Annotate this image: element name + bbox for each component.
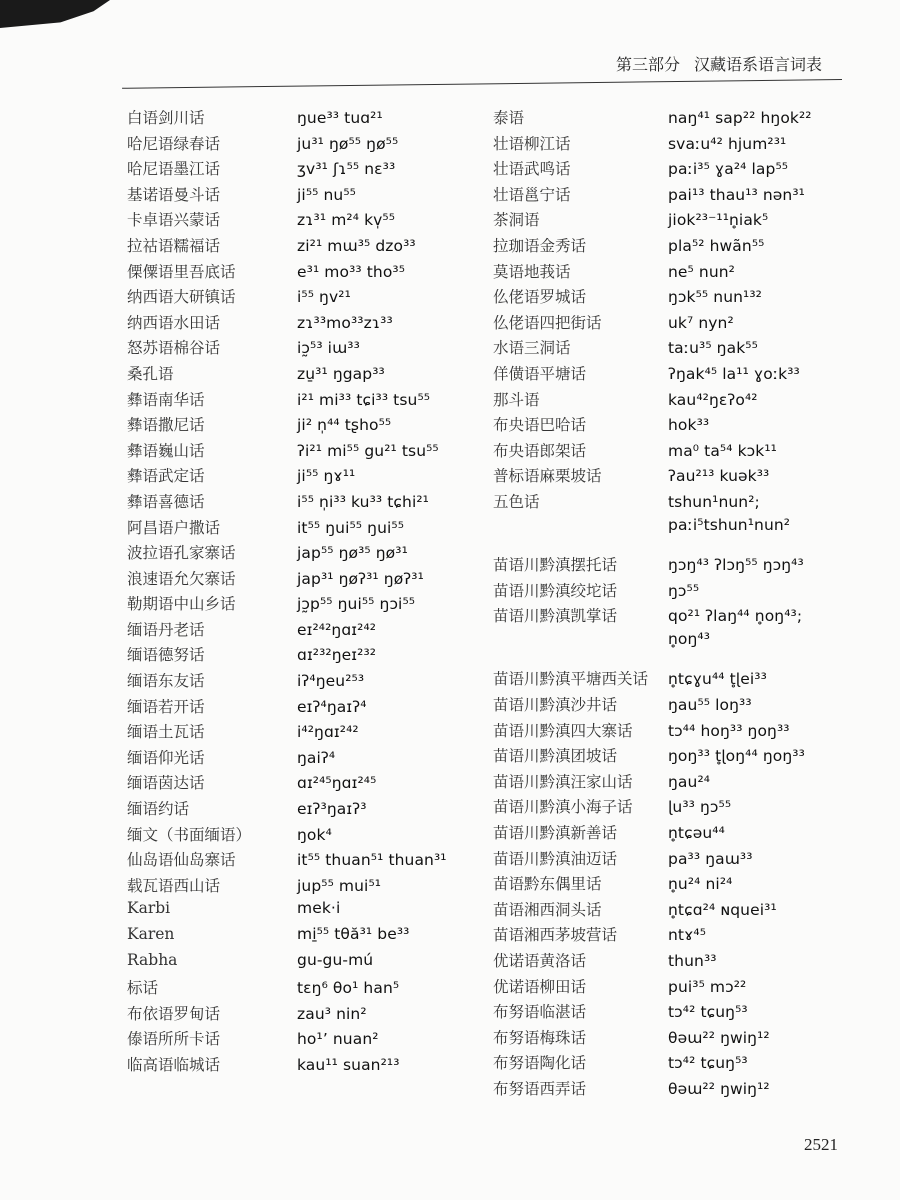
language-name: 彝语巍山话 xyxy=(127,441,205,460)
group-gap xyxy=(493,655,868,667)
ipa-transcription: paːi⁵tshun¹nun² xyxy=(668,515,791,534)
ipa-transcription: qo²¹ ʔlaŋ⁴⁴ n̥oŋ⁴³; xyxy=(668,607,803,626)
language-name: 基诺语曼斗话 xyxy=(127,185,221,204)
ipa-transcription: kau⁴²ŋɛʔo⁴² xyxy=(668,390,758,409)
language-name: 苗语川黔滇油迈话 xyxy=(493,849,618,868)
word-entry xyxy=(127,976,492,1002)
word-entry xyxy=(493,285,868,311)
page-number: 2521 xyxy=(804,1135,838,1154)
ipa-transcription: taːu³⁵ ŋak⁵⁵ xyxy=(668,339,758,358)
ipa-transcription: thun³³ xyxy=(668,952,717,970)
language-name: 苗语川黔滇摆托话 xyxy=(493,556,618,575)
right-column xyxy=(493,106,868,1103)
language-name: 浪速语允欠寨话 xyxy=(127,569,236,588)
word-entry xyxy=(127,643,492,669)
language-name: 苗语川黔滇沙井话 xyxy=(493,696,618,715)
word-entry xyxy=(127,618,492,644)
language-name: 苗语黔东偶里话 xyxy=(493,875,602,894)
language-name: 茶洞语 xyxy=(493,211,540,230)
language-name: 拉珈语金秀话 xyxy=(493,236,587,255)
ipa-transcription: ʔi²¹ mi⁵⁵ gu²¹ tsu⁵⁵ xyxy=(297,441,439,460)
word-entry xyxy=(127,541,492,567)
language-name: 缅语土瓦话 xyxy=(127,723,205,742)
language-name: 纳西语水田话 xyxy=(127,313,221,332)
language-name: 怒苏语棉谷话 xyxy=(127,339,221,358)
ipa-transcription: hok³³ xyxy=(668,416,710,435)
word-entry xyxy=(127,336,492,362)
language-name: 苗语川黔滇绞坨话 xyxy=(493,581,618,600)
language-name: 标话 xyxy=(127,979,159,998)
ipa-transcription: ji² n̩⁴⁴ tʂho⁵⁵ xyxy=(297,416,392,435)
word-entry xyxy=(127,797,492,823)
word-entry xyxy=(127,234,492,260)
word-entry xyxy=(493,770,868,796)
language-name: 彝语撒尼话 xyxy=(127,416,205,435)
ipa-transcription: ŋau²⁴ xyxy=(668,772,711,791)
group-gap xyxy=(493,541,868,553)
ipa-transcription: tɔ⁴⁴ hoŋ³³ ŋoŋ³³ xyxy=(668,721,790,740)
ipa-transcription: ŋau⁵⁵ loŋ³³ xyxy=(668,696,752,715)
word-entry xyxy=(127,388,492,414)
ipa-transcription: ŋɔ⁵⁵ xyxy=(668,581,700,600)
ipa-transcription: jap³¹ ŋøʔ³¹ ŋøʔ³¹ xyxy=(297,569,424,588)
word-entry xyxy=(127,951,492,977)
language-name: 苗语湘西洞头话 xyxy=(493,900,602,919)
word-entry xyxy=(493,106,868,132)
right-column-miao-group-1 xyxy=(493,553,868,655)
running-header xyxy=(616,52,822,75)
language-name: 拉祜语糯福话 xyxy=(127,236,221,255)
language-name: 缅语若开话 xyxy=(127,697,205,716)
word-entry xyxy=(493,1077,868,1103)
language-name: Karen xyxy=(127,925,175,943)
language-name: 泰语 xyxy=(493,109,525,127)
language-name: 优诺语黄洛话 xyxy=(493,952,587,970)
ipa-transcription: jup⁵⁵ mui⁵¹ xyxy=(297,876,382,895)
ipa-transcription: zu̱³¹ ŋgap³³ xyxy=(297,364,385,383)
word-entry xyxy=(127,874,492,900)
word-entry xyxy=(127,464,492,490)
ipa-transcription: ne⁵ nun² xyxy=(668,262,735,281)
word-entry xyxy=(493,132,868,158)
ipa-transcription: tɔ⁴² tɕuŋ⁵³ xyxy=(668,1054,748,1073)
ipa-transcription: pai¹³ thau¹³ nən³¹ xyxy=(668,185,805,204)
language-name: 彝语喜德话 xyxy=(127,492,205,511)
ipa-transcription: pla⁵² hwãn⁵⁵ xyxy=(668,236,765,255)
word-entry xyxy=(493,516,868,542)
ipa-transcription: ŋok⁴ xyxy=(297,825,332,844)
ipa-transcription: jiok²³⁻¹¹n̥iak⁵ xyxy=(668,211,769,230)
word-entry xyxy=(127,746,492,772)
ipa-transcription: ntɤ⁴⁵ xyxy=(668,926,707,945)
ipa-transcription: eɪʔ⁴ŋaɪʔ⁴ xyxy=(297,697,367,716)
ipa-transcription: i²¹ mi³³ tɕi³³ tsu⁵⁵ xyxy=(297,390,431,409)
language-name: 莫语地莪话 xyxy=(493,262,571,281)
ipa-transcription: n̥u²⁴ ni²⁴ xyxy=(668,875,733,894)
language-name: 苗语川黔滇汪家山话 xyxy=(493,772,633,791)
ipa-transcription: ŋaiʔ⁴ xyxy=(297,748,336,767)
ipa-transcription: θəɯ²² ŋwiŋ¹² xyxy=(668,1028,770,1047)
language-name: 桑孔语 xyxy=(127,364,174,383)
word-entry xyxy=(493,604,868,630)
ipa-transcription: ɑɪ²⁴⁵ŋɑɪ²⁴⁵ xyxy=(297,774,377,793)
word-entry xyxy=(127,695,492,721)
language-name: 勒期语中山乡话 xyxy=(127,595,236,614)
language-name: 苗语川黔滇新善话 xyxy=(493,824,618,843)
word-entry xyxy=(127,132,492,158)
ipa-transcription: it⁵⁵ thuan⁵¹ thuan³¹ xyxy=(297,851,447,870)
language-name: 普标语麻栗坡话 xyxy=(493,467,602,486)
ipa-transcription: i⁵⁵ n̩i³³ ku³³ tɕhi²¹ xyxy=(297,492,429,511)
language-name: 卡卓语兴蒙话 xyxy=(127,211,221,230)
language-name: 仫佬语罗城话 xyxy=(493,288,587,307)
word-entry xyxy=(493,898,868,924)
word-entry xyxy=(493,667,868,693)
language-name: 临高语临城话 xyxy=(127,1055,221,1074)
word-entry xyxy=(127,669,492,695)
language-name: 彝语南华话 xyxy=(127,390,205,409)
language-name: 那斗语 xyxy=(493,390,540,409)
word-entry xyxy=(127,1053,492,1079)
ipa-transcription: pa³³ ŋaɯ³³ xyxy=(668,849,753,868)
language-name: 哈尼语绿春话 xyxy=(127,134,221,153)
ipa-transcription: ʒv³¹ ʃɿ⁵⁵ nɛ³³ xyxy=(297,160,396,179)
ipa-transcription: ji⁵⁵ ŋɤ¹¹ xyxy=(297,467,356,486)
language-name: 布央语巴哈话 xyxy=(493,416,587,435)
ipa-transcription: ŋoŋ³³ t̥ɭoŋ⁴⁴ ŋoŋ³³ xyxy=(668,747,805,766)
ipa-transcription: mi̱⁵⁵ tθă³¹ be³³ xyxy=(297,925,410,943)
language-name: 壮语武鸣话 xyxy=(493,160,571,179)
language-name: 佯僙语平塘话 xyxy=(493,364,587,383)
word-entry xyxy=(493,208,868,234)
word-entry xyxy=(493,975,868,1001)
word-entry xyxy=(127,311,492,337)
language-name: 阿昌语户撒话 xyxy=(127,518,221,537)
language-name: 苗语川黔滇凯掌话 xyxy=(493,607,618,626)
language-name: 布努语梅珠话 xyxy=(493,1028,587,1047)
ipa-transcription: tɔ⁴² tɕuŋ⁵³ xyxy=(668,1003,748,1022)
language-name: 缅语丹老话 xyxy=(127,620,205,639)
language-name: 傣语所所卡话 xyxy=(127,1030,221,1049)
language-name: 缅语约话 xyxy=(127,800,190,819)
word-entry xyxy=(493,362,868,388)
header-title: 汉藏语系语言词表 xyxy=(693,55,822,74)
word-entry xyxy=(127,439,492,465)
word-entry xyxy=(127,1027,492,1053)
ipa-transcription: eɪʔ³ŋaɪʔ³ xyxy=(297,800,367,819)
language-name: 彝语武定话 xyxy=(127,467,205,486)
language-name: 缅语茵达话 xyxy=(127,774,205,793)
language-name: 缅语德努话 xyxy=(127,646,205,665)
language-name: 壮语邕宁话 xyxy=(493,185,571,204)
language-name: 苗语湘西茅坡营话 xyxy=(493,926,618,945)
word-entry xyxy=(127,285,492,311)
ipa-transcription: ma⁰ ta⁵⁴ kɔk¹¹ xyxy=(668,441,777,460)
ipa-transcription: ji⁵⁵ nu⁵⁵ xyxy=(297,185,356,204)
word-entry xyxy=(493,744,868,770)
ipa-transcription: ŋɔŋ⁴³ ʔlɔŋ⁵⁵ ŋɔŋ⁴³ xyxy=(668,556,804,575)
language-name: 布努语西弄话 xyxy=(493,1079,587,1098)
word-entry xyxy=(493,234,868,260)
language-name: 纳西语大研镇话 xyxy=(127,288,236,307)
language-name: 布依语罗甸话 xyxy=(127,1004,221,1023)
word-entry xyxy=(493,157,868,183)
ipa-transcription: svaːu⁴² hjum²³¹ xyxy=(668,134,787,153)
ipa-transcription: it⁵⁵ ŋui⁵⁵ ŋui⁵⁵ xyxy=(297,518,405,537)
language-name: 布努语陶化话 xyxy=(493,1054,587,1073)
ipa-transcription: paːi³⁵ ɣa²⁴ lap⁵⁵ xyxy=(668,160,789,179)
language-name: 布努语临湛话 xyxy=(493,1003,587,1022)
ipa-transcription: i⁴²ŋɑɪ²⁴² xyxy=(297,723,359,742)
page-header xyxy=(0,0,900,86)
word-entry xyxy=(493,847,868,873)
word-entry xyxy=(493,490,868,516)
word-entry xyxy=(127,106,492,132)
word-entry xyxy=(493,949,868,975)
word-entry xyxy=(493,821,868,847)
word-entry xyxy=(127,362,492,388)
word-entry xyxy=(493,923,868,949)
word-entry xyxy=(127,157,492,183)
word-entry xyxy=(493,260,868,286)
language-name: Rabha xyxy=(127,950,178,969)
ipa-transcription: kau¹¹ suan²¹³ xyxy=(297,1055,400,1074)
language-name: 傈僳语里吾底话 xyxy=(127,262,236,281)
ipa-transcription: ʔŋak⁴⁵ la¹¹ ɣoːk³³ xyxy=(668,364,800,383)
word-entry xyxy=(493,719,868,745)
word-entry xyxy=(493,1026,868,1052)
ipa-transcription: gu-gu-mú xyxy=(297,950,374,969)
language-name: 布央语郎架话 xyxy=(493,441,587,460)
word-entry xyxy=(493,579,868,605)
language-name: 苗语川黔滇团坡话 xyxy=(493,747,618,766)
header-part: 第三部分 xyxy=(615,55,680,74)
word-entry xyxy=(493,872,868,898)
ipa-transcription: n̥tɕɑ²⁴ ɴquei³¹ xyxy=(668,900,777,919)
left-column xyxy=(127,106,492,1079)
word-entry xyxy=(127,720,492,746)
word-entry xyxy=(127,516,492,542)
word-entry xyxy=(127,771,492,797)
language-name: 载瓦语西山话 xyxy=(127,876,221,895)
ipa-transcription: zau³ nin² xyxy=(297,1004,367,1023)
word-entry xyxy=(493,183,868,209)
word-entry xyxy=(493,413,868,439)
language-name: 缅语东友话 xyxy=(127,672,205,691)
word-entry xyxy=(127,848,492,874)
ipa-transcription: ho¹ʼ nuan² xyxy=(297,1030,379,1049)
language-name: 缅文（书面缅语） xyxy=(127,825,252,844)
language-name: 白语剑川话 xyxy=(127,109,205,127)
ipa-transcription: zɿ³³mo³³zɿ³³ xyxy=(297,313,393,332)
ipa-transcription: tshun¹nun²; xyxy=(668,492,760,511)
word-entry xyxy=(127,1002,492,1028)
ipa-transcription: i⁵⁵ ŋv²¹ xyxy=(297,288,351,307)
ipa-transcription: ɭu³³ ŋɔ⁵⁵ xyxy=(668,798,732,817)
word-entry xyxy=(127,183,492,209)
ipa-transcription: naŋ⁴¹ sap²² hŋok²² xyxy=(668,109,812,127)
ipa-transcription: mek·i xyxy=(297,899,341,918)
language-name: 仙岛语仙岛寨话 xyxy=(127,851,236,870)
language-name: 苗语川黔滇小海子话 xyxy=(493,798,633,817)
language-name: 仫佬语四把街话 xyxy=(493,313,602,332)
language-name: 优诺语柳田话 xyxy=(493,977,587,996)
ipa-transcription: iɔ̰⁵³ iɯ³³ xyxy=(297,339,360,358)
word-entry xyxy=(493,464,868,490)
word-entry xyxy=(127,925,492,951)
ipa-transcription: n̥oŋ⁴³ xyxy=(668,629,711,648)
language-name: 壮语柳江话 xyxy=(493,134,571,153)
word-entry xyxy=(493,1000,868,1026)
word-entry xyxy=(127,208,492,234)
word-entry xyxy=(127,260,492,286)
ipa-transcription: tɛŋ⁶ θo¹ han⁵ xyxy=(297,979,400,998)
right-column-miao-group-2 xyxy=(493,667,868,1102)
ipa-transcription: e³¹ mo³³ tho³⁵ xyxy=(297,262,406,281)
word-entry xyxy=(493,439,868,465)
ipa-transcription: pui³⁵ mɔ²² xyxy=(668,977,747,996)
word-entry xyxy=(127,490,492,516)
right-column-top-group xyxy=(493,106,868,541)
word-entry xyxy=(493,388,868,414)
language-name: 哈尼语墨江话 xyxy=(127,160,221,179)
ipa-transcription: ʔau²¹³ kuək³³ xyxy=(668,467,770,486)
word-entry xyxy=(127,899,492,925)
word-entry xyxy=(493,336,868,362)
ipa-transcription: zɿ³¹ m²⁴ kv̩⁵⁵ xyxy=(297,211,396,230)
ipa-transcription: eɪ²⁴²ŋɑɪ²⁴² xyxy=(297,620,377,639)
word-entry xyxy=(493,795,868,821)
word-entry xyxy=(127,567,492,593)
ipa-transcription: θəɯ²² ŋwiŋ¹² xyxy=(668,1079,770,1098)
language-name: 水语三洞话 xyxy=(493,339,571,358)
ipa-transcription: n̥tɕəu⁴⁴ xyxy=(668,824,725,843)
language-name: 五色话 xyxy=(493,492,540,511)
ipa-transcription: zi²¹ mɯ³⁵ dzo³³ xyxy=(297,236,416,255)
header-rule xyxy=(122,79,842,89)
word-entry xyxy=(493,693,868,719)
language-name: 缅语仰光话 xyxy=(127,748,205,767)
word-entry xyxy=(127,592,492,618)
word-entry xyxy=(127,823,492,849)
ipa-transcription: iʔ⁴ŋeu²⁵³ xyxy=(297,672,365,691)
word-entry xyxy=(493,553,868,579)
ipa-transcription: jɔ̰p⁵⁵ ŋui⁵⁵ ŋɔi⁵⁵ xyxy=(297,595,416,614)
ipa-transcription: jap⁵⁵ ŋø³⁵ ŋø³¹ xyxy=(297,544,408,563)
language-name: 苗语川黔滇平塘西关话 xyxy=(493,670,649,689)
ipa-transcription: n̥tɕɣu⁴⁴ t̥ɭei³³ xyxy=(668,670,767,689)
ipa-transcription: uk⁷ nyn² xyxy=(668,313,734,332)
language-name: Karbi xyxy=(127,899,171,918)
word-entry xyxy=(493,311,868,337)
ipa-transcription: ɑɪ²³²ŋeɪ²³² xyxy=(297,646,377,665)
language-name: 波拉语孔家寨话 xyxy=(127,544,236,563)
word-entry xyxy=(127,413,492,439)
ipa-transcription: ŋue³³ tuɑ²¹ xyxy=(297,109,383,127)
word-entry xyxy=(493,630,868,656)
ipa-transcription: ju³¹ ŋø⁵⁵ ŋø⁵⁵ xyxy=(297,134,399,153)
ipa-transcription: ŋɔk⁵⁵ nun¹³² xyxy=(668,288,762,307)
language-name: 苗语川黔滇四大寨话 xyxy=(493,721,633,740)
word-entry xyxy=(493,1051,868,1077)
